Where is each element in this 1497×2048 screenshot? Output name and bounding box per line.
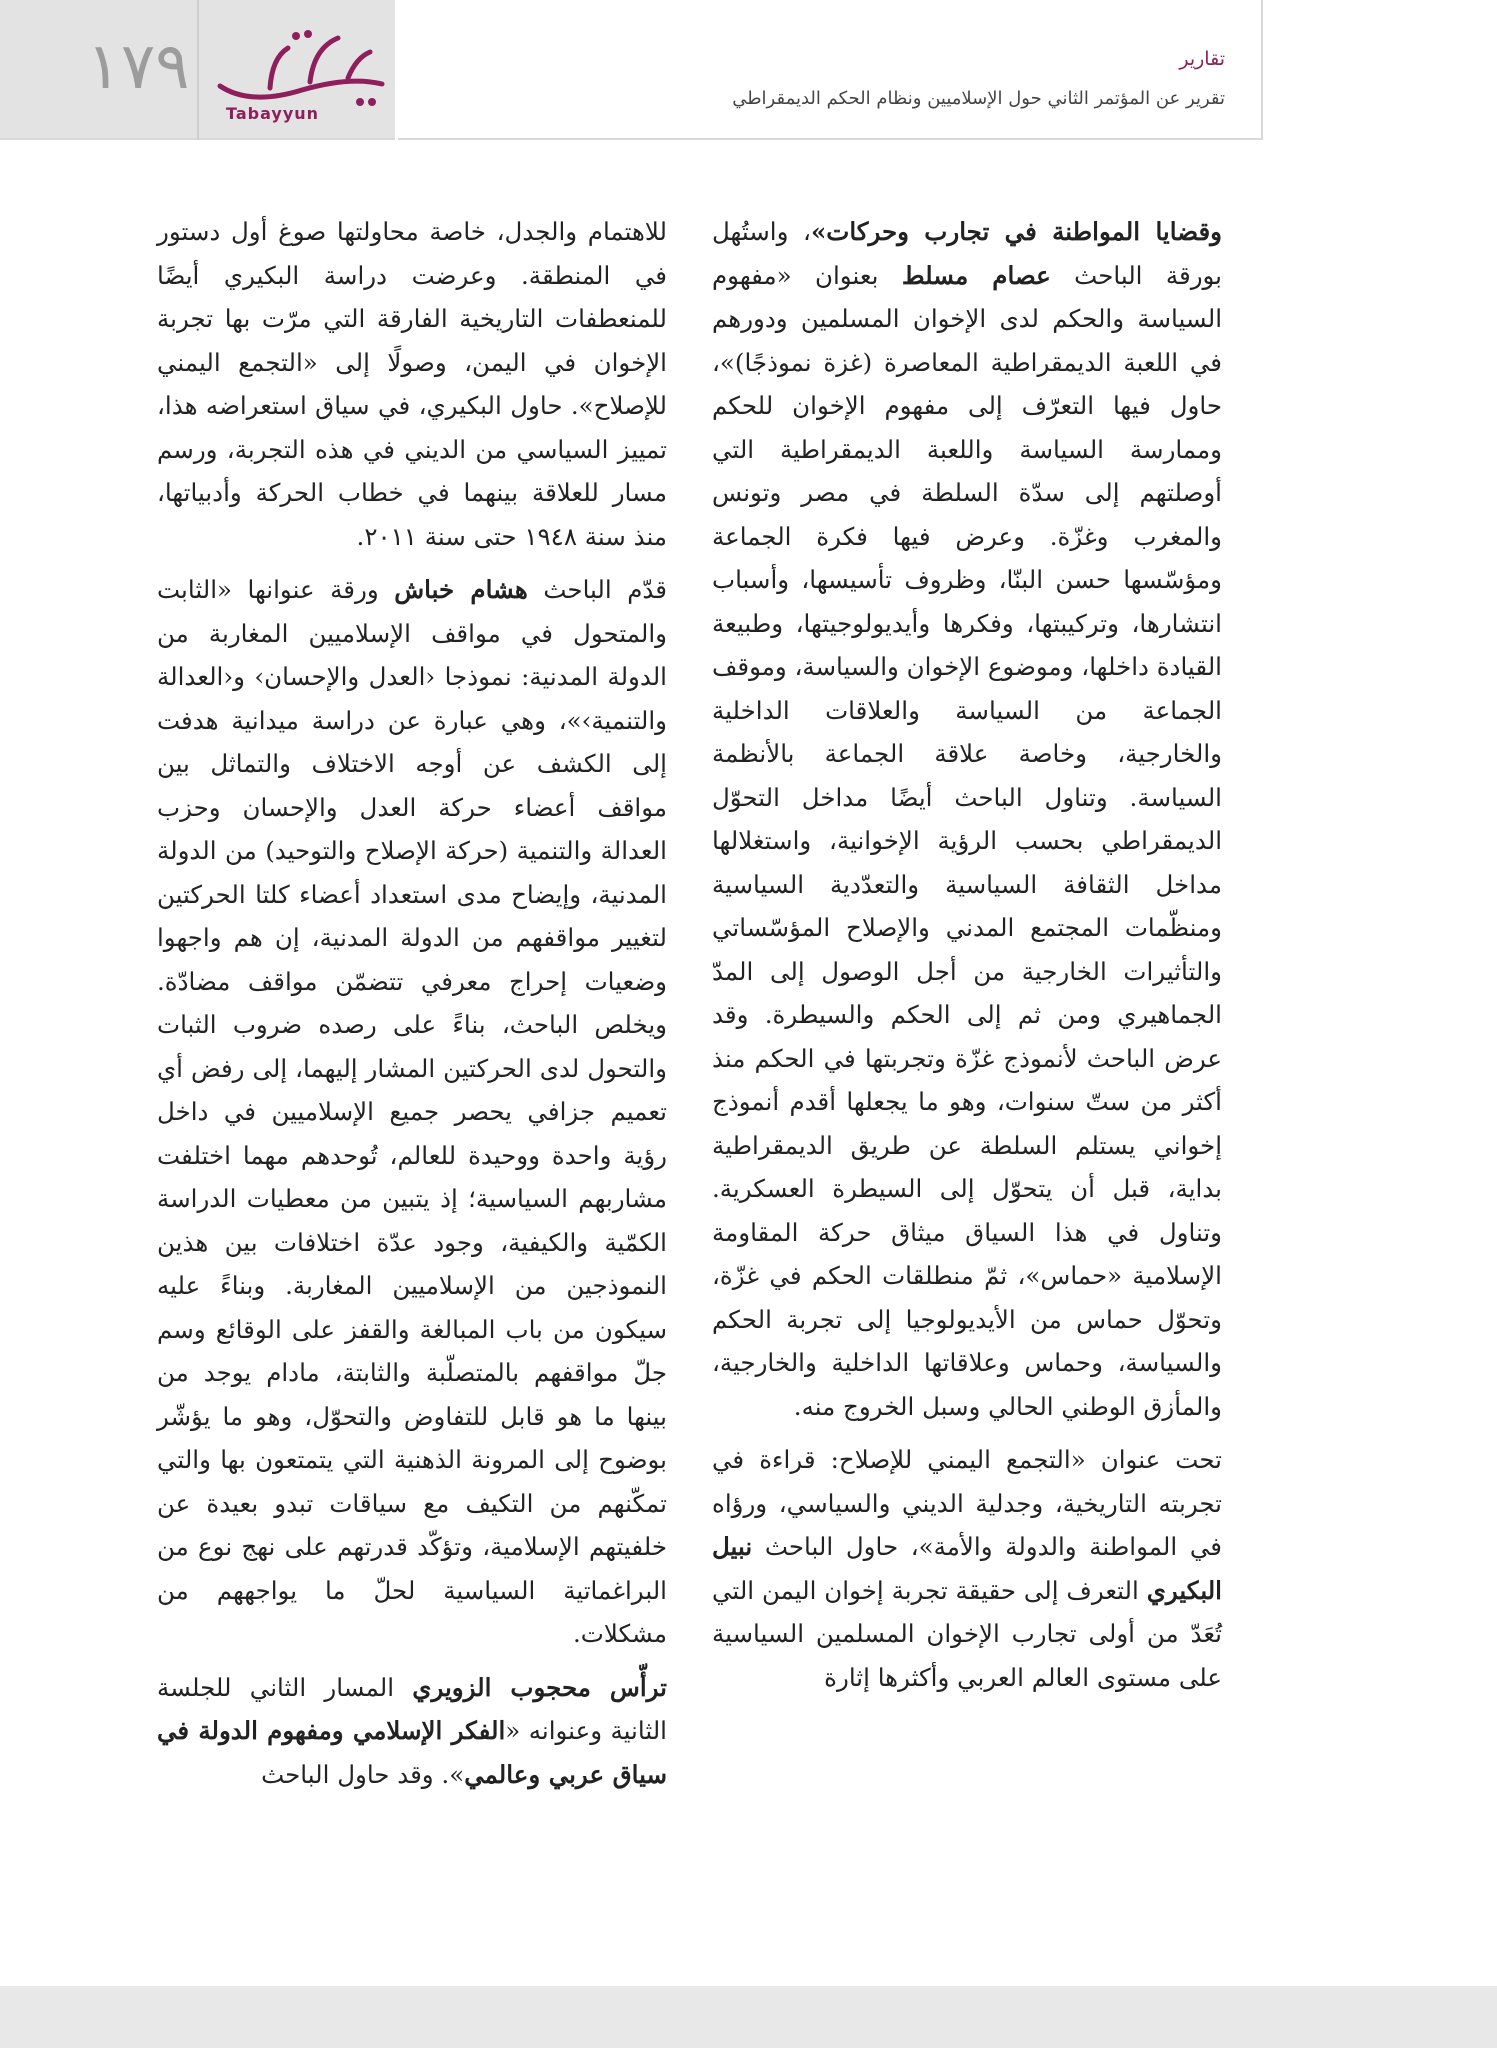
- paragraph: [157, 210, 667, 558]
- text-run: للاهتمام والجدل، خاصة محاولتها صوغ أول دستور في المنطقة. وعرضت دراسة البكيري أيضًا للمنعطفات التاريخية الفارقة التي مرّت بها تجربة الإخوان في اليمن، وصولًا إلى «التجمع اليمني للإصلاح». حاول البكيري، في سياق استعراضه هذا، تمييز السياسي من الديني في هذه التجربة، ورسم مسار للعلاقة بينهما في خطاب الحركة وأدبياتها، منذ سنة ١٩٤٨ حتى سنة ٢٠١١.: [157, 217, 667, 551]
- header-divider: [197, 0, 199, 140]
- section-label: تقارير: [1179, 48, 1225, 70]
- paragraph: [157, 568, 667, 1656]
- article-column-right: [712, 210, 1222, 1709]
- bold-phrase: الفكر الإسلامي ومفهوم الدولة في سياق عربي وعالمي: [157, 1716, 667, 1789]
- author-name: عصام مسلط: [901, 260, 1051, 290]
- text-run: ورقة عنوانها «الثابت والمتحول في مواقف الإسلاميين المغاربة من الدولة المدنية: نموذجا ‹العدل والإحسان› و‹العدالة والتنمية›»، وهي عبارة عن دراسة ميدانية هدفت إلى الكشف عن أوجه الاختلاف والتماثل بين مواقف أعضاء حركة العدل والإحسان وحزب العدالة والتنمية (حركة الإصلاح والتوحيد) من الدولة المدنية، وإيضاح مدى استعداد أعضاء كلتا الحركتين لتغيير مواقفهم من الدولة المدنية، إن هم واجهوا وضعيات إحراج معرفي تتضمّن مواقف مضادّة. ويخلص الباحث، بناءً على رصده ضروب الثبات والتحول لدى الحركتين المشار إليهما، إلى رفض أي تعميم جزافي يحصر جميع الإسلاميين في داخل رؤية واحدة ووحيدة للعالم، تُوحدهم مهما اختلفت مشاربهم السياسية؛ إذ يتبين من معطيات الدراسة الكمّية والكيفية، وجود عدّة اختلافات بين هذين النموذجين من الإسلاميين المغاربة. وبناءً عليه سيكون من باب المبالغة والقفز على الوقائع وسم جلّ مواقفهم بالمتصلّبة والثابتة، مادام يوجد من بينها ما هو قابل للتفاوض والتحوّل، وهو ما يؤشّر بوضوح إلى المرونة الذهنية التي يتمتعون بها والتي تمكّنهم من التكيف مع سياقات تبدو بعيدة عن خلفيتهم الإسلامية، وتؤكّد قدرتهم على نهج نوع من البراغماتية السياسية لحلّ ما يواجههم من مشكلات.: [157, 575, 667, 1648]
- author-name: نبيل البكيري: [712, 1532, 1222, 1605]
- footer-band: [0, 1986, 1497, 2048]
- text-run: ، واستُهل بورقة الباحث: [712, 217, 1223, 290]
- text-run: تحت عنوان «التجمع اليمني للإصلاح: قراءة في تجربته التاريخية، وجدلية الديني والسياسي، ورؤاه في المواطنة والدولة والأمة»، حاول الباحث: [712, 1445, 1222, 1561]
- author-name: هشام خباش: [394, 575, 528, 604]
- text-run: التعرف إلى حقيقة تجربة إخوان اليمن التي تُعَدّ من أولى تجارب الإخوان المسلمين السياسية على مستوى العالم العربي وأكثرها إثارة: [712, 1575, 1222, 1692]
- text-run: المسار الثاني للجلسة الثانية وعنوانه «: [157, 1672, 667, 1745]
- paragraph: [712, 1438, 1222, 1699]
- paragraph: [712, 210, 1222, 1428]
- logo-latin-text: Tabayyun: [226, 104, 320, 123]
- text-run: ». وقد حاول الباحث: [261, 1759, 465, 1789]
- text-run: قدّم الباحث: [527, 575, 667, 604]
- article-column-left: [157, 210, 667, 1806]
- report-title: تقرير عن المؤتمر الثاني حول الإسلاميين ونظام الحكم الديمقراطي: [732, 88, 1225, 109]
- bold-phrase: وقضايا المواطنة في تجارب وحركات»: [810, 217, 1222, 246]
- page-number: ١٧٩: [86, 30, 190, 104]
- author-name: ترأّس محجوب الزويري: [412, 1672, 667, 1702]
- header-brand-panel: [0, 0, 395, 140]
- text-run: بعنوان «مفهوم السياسة والحكم لدى الإخوان المسلمين ودورهم في اللعبة الديمقراطية المعاصرة (غزة نموذجًا)»، حاول فيها التعرّف إلى مفهوم الإخوان للحكم وممارسة السياسة واللعبة الديمقراطية التي أوصلتهم إلى سدّة السلطة في مصر وتونس والمغرب وغزّة. وعرض فيها فكرة الجماعة ومؤسّسها حسن البنّا، وظروف تأسيسها، وأسباب انتشارها، وتركيبتها، وفكرها وأيديولوجيتها، وطبيعة القيادة داخلها، وموضوع الإخوان والسياسة، وموقف الجماعة من السياسة والعلاقات الداخلية والخارجية، وخاصة علاقة الجماعة بالأنظمة السياسة. وتناول الباحث أيضًا مداخل التحوّل الديمقراطي بحسب الرؤية الإخوانية، واستغلالها مداخل الثقافة السياسية والتعدّدية السياسية ومنظّمات المجتمع المدني والإصلاح المؤسّساتي والتأثيرات الخارجية من أجل الوصول إلى المدّ الجماهيري ومن ثم إلى الحكم والسيطرة. وقد عرض الباحث لأنموذج غزّة وتجربتها في الحكم منذ أكثر من ستّ سنوات، وهو ما يجعلها أقدم أنموذج إخواني يستلم السلطة عن طريق الديمقراطية بداية، قبل أن يتحوّل إلى السيطرة العسكرية. وتناول في هذا السياق ميثاق حركة المقاومة الإسلامية «حماس»، ثمّ منطلقات الحكم في غزّة، وتحوّل حماس من الأيديولوجيا إلى تجربة الحكم والسياسة، وحماس وعلاقاتها الداخلية والخارجية، والمأزق الوطني الحالي وسبل الخروج منه.: [712, 260, 1222, 1421]
- paragraph: [157, 1666, 667, 1797]
- header-banner: [398, 0, 1263, 140]
